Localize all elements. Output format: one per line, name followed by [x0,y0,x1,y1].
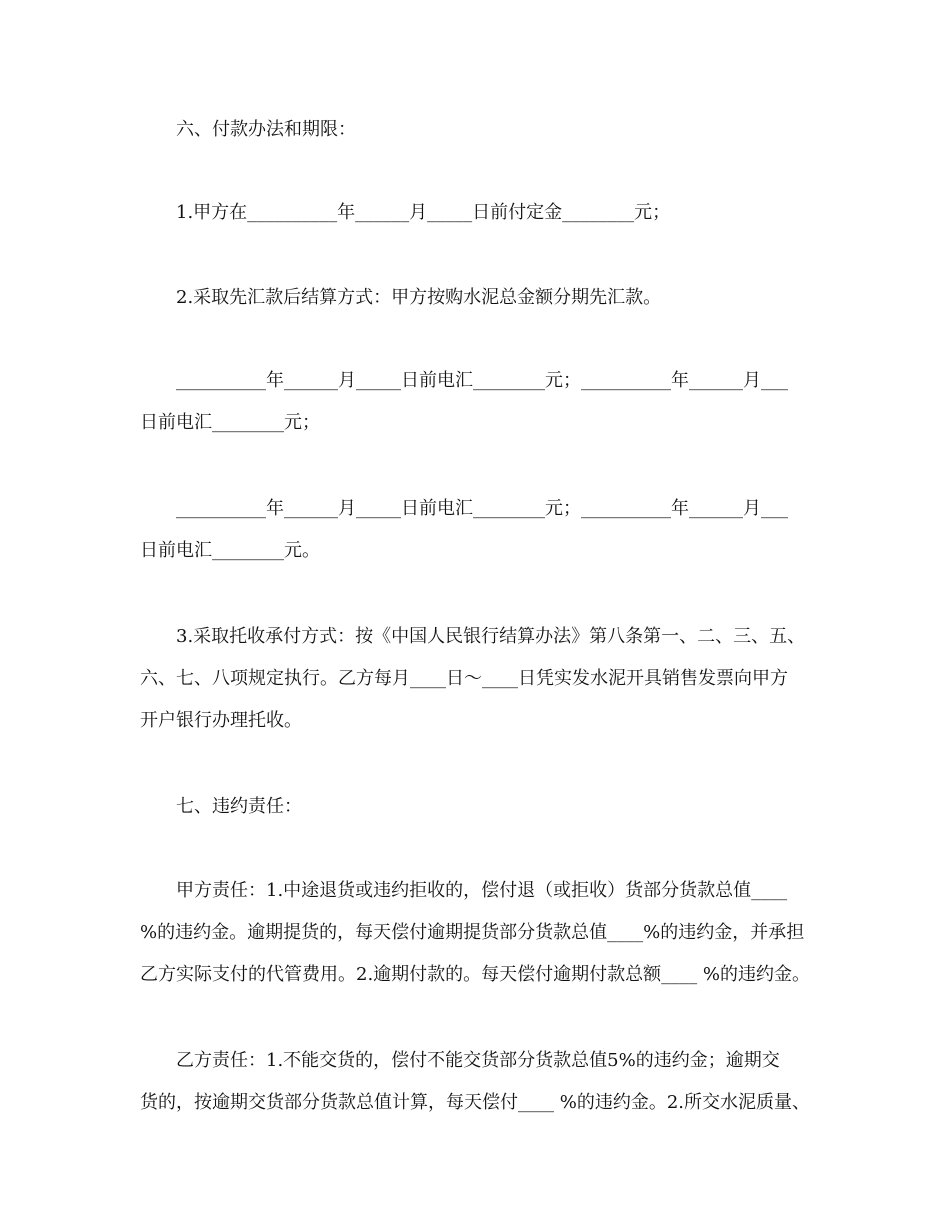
payment-clause-collection-line-2: 六、七、八项规定执行。乙方每月____日～____日凭实发水泥开具销售发票向甲方 [140,668,788,689]
payment-clause-remittance: 2.采取先汇款后结算方式：甲方按购水泥总金额分期先汇款。 [176,287,662,308]
section-payment-heading: 六、付款办法和期限： [176,119,356,140]
party-b-liability-line-2: 货的，按逾期交货部分货款总值计算，每天偿付____ %的违约金。2.所交水泥质量、 [140,1092,810,1113]
remittance-schedule-row-2-continuation: 日前电汇________元。 [140,540,320,561]
payment-clause-deposit: 1.甲方在__________年______月_____日前付定金________元； [176,202,671,223]
remittance-schedule-row-1: __________年______月_____日前电汇________元；__________年______月___ [176,370,788,391]
payment-clause-collection-line-3: 开户银行办理托收。 [140,710,302,731]
party-a-liability-line-1: 甲方责任：1.中途退货或违约拒收的，偿付退（或拒收）货部分货款总值____ [176,880,788,901]
remittance-schedule-row-1-continuation: 日前电汇________元； [140,412,320,433]
section-liability-heading: 七、违约责任： [176,796,302,817]
party-a-liability-line-2: %的违约金。逾期提货的，每天偿付逾期提货部分货款总值____%的违约金，并承担 [140,922,805,943]
payment-clause-collection: 3.采取托收承付方式：按《中国人民银行结算办法》第八条第一、二、三、五、 [176,626,806,647]
party-b-liability-line-1: 乙方责任：1.不能交货的，偿付不能交货部分货款总值5%的违约金；逾期交 [176,1050,780,1071]
remittance-schedule-row-2: __________年______月_____日前电汇________元；__________年______月___ [176,498,788,519]
party-a-liability-line-3: 乙方实际支付的代管费用。2.逾期付款的。每天偿付逾期付款总额____ %的违约金。 [140,964,810,985]
